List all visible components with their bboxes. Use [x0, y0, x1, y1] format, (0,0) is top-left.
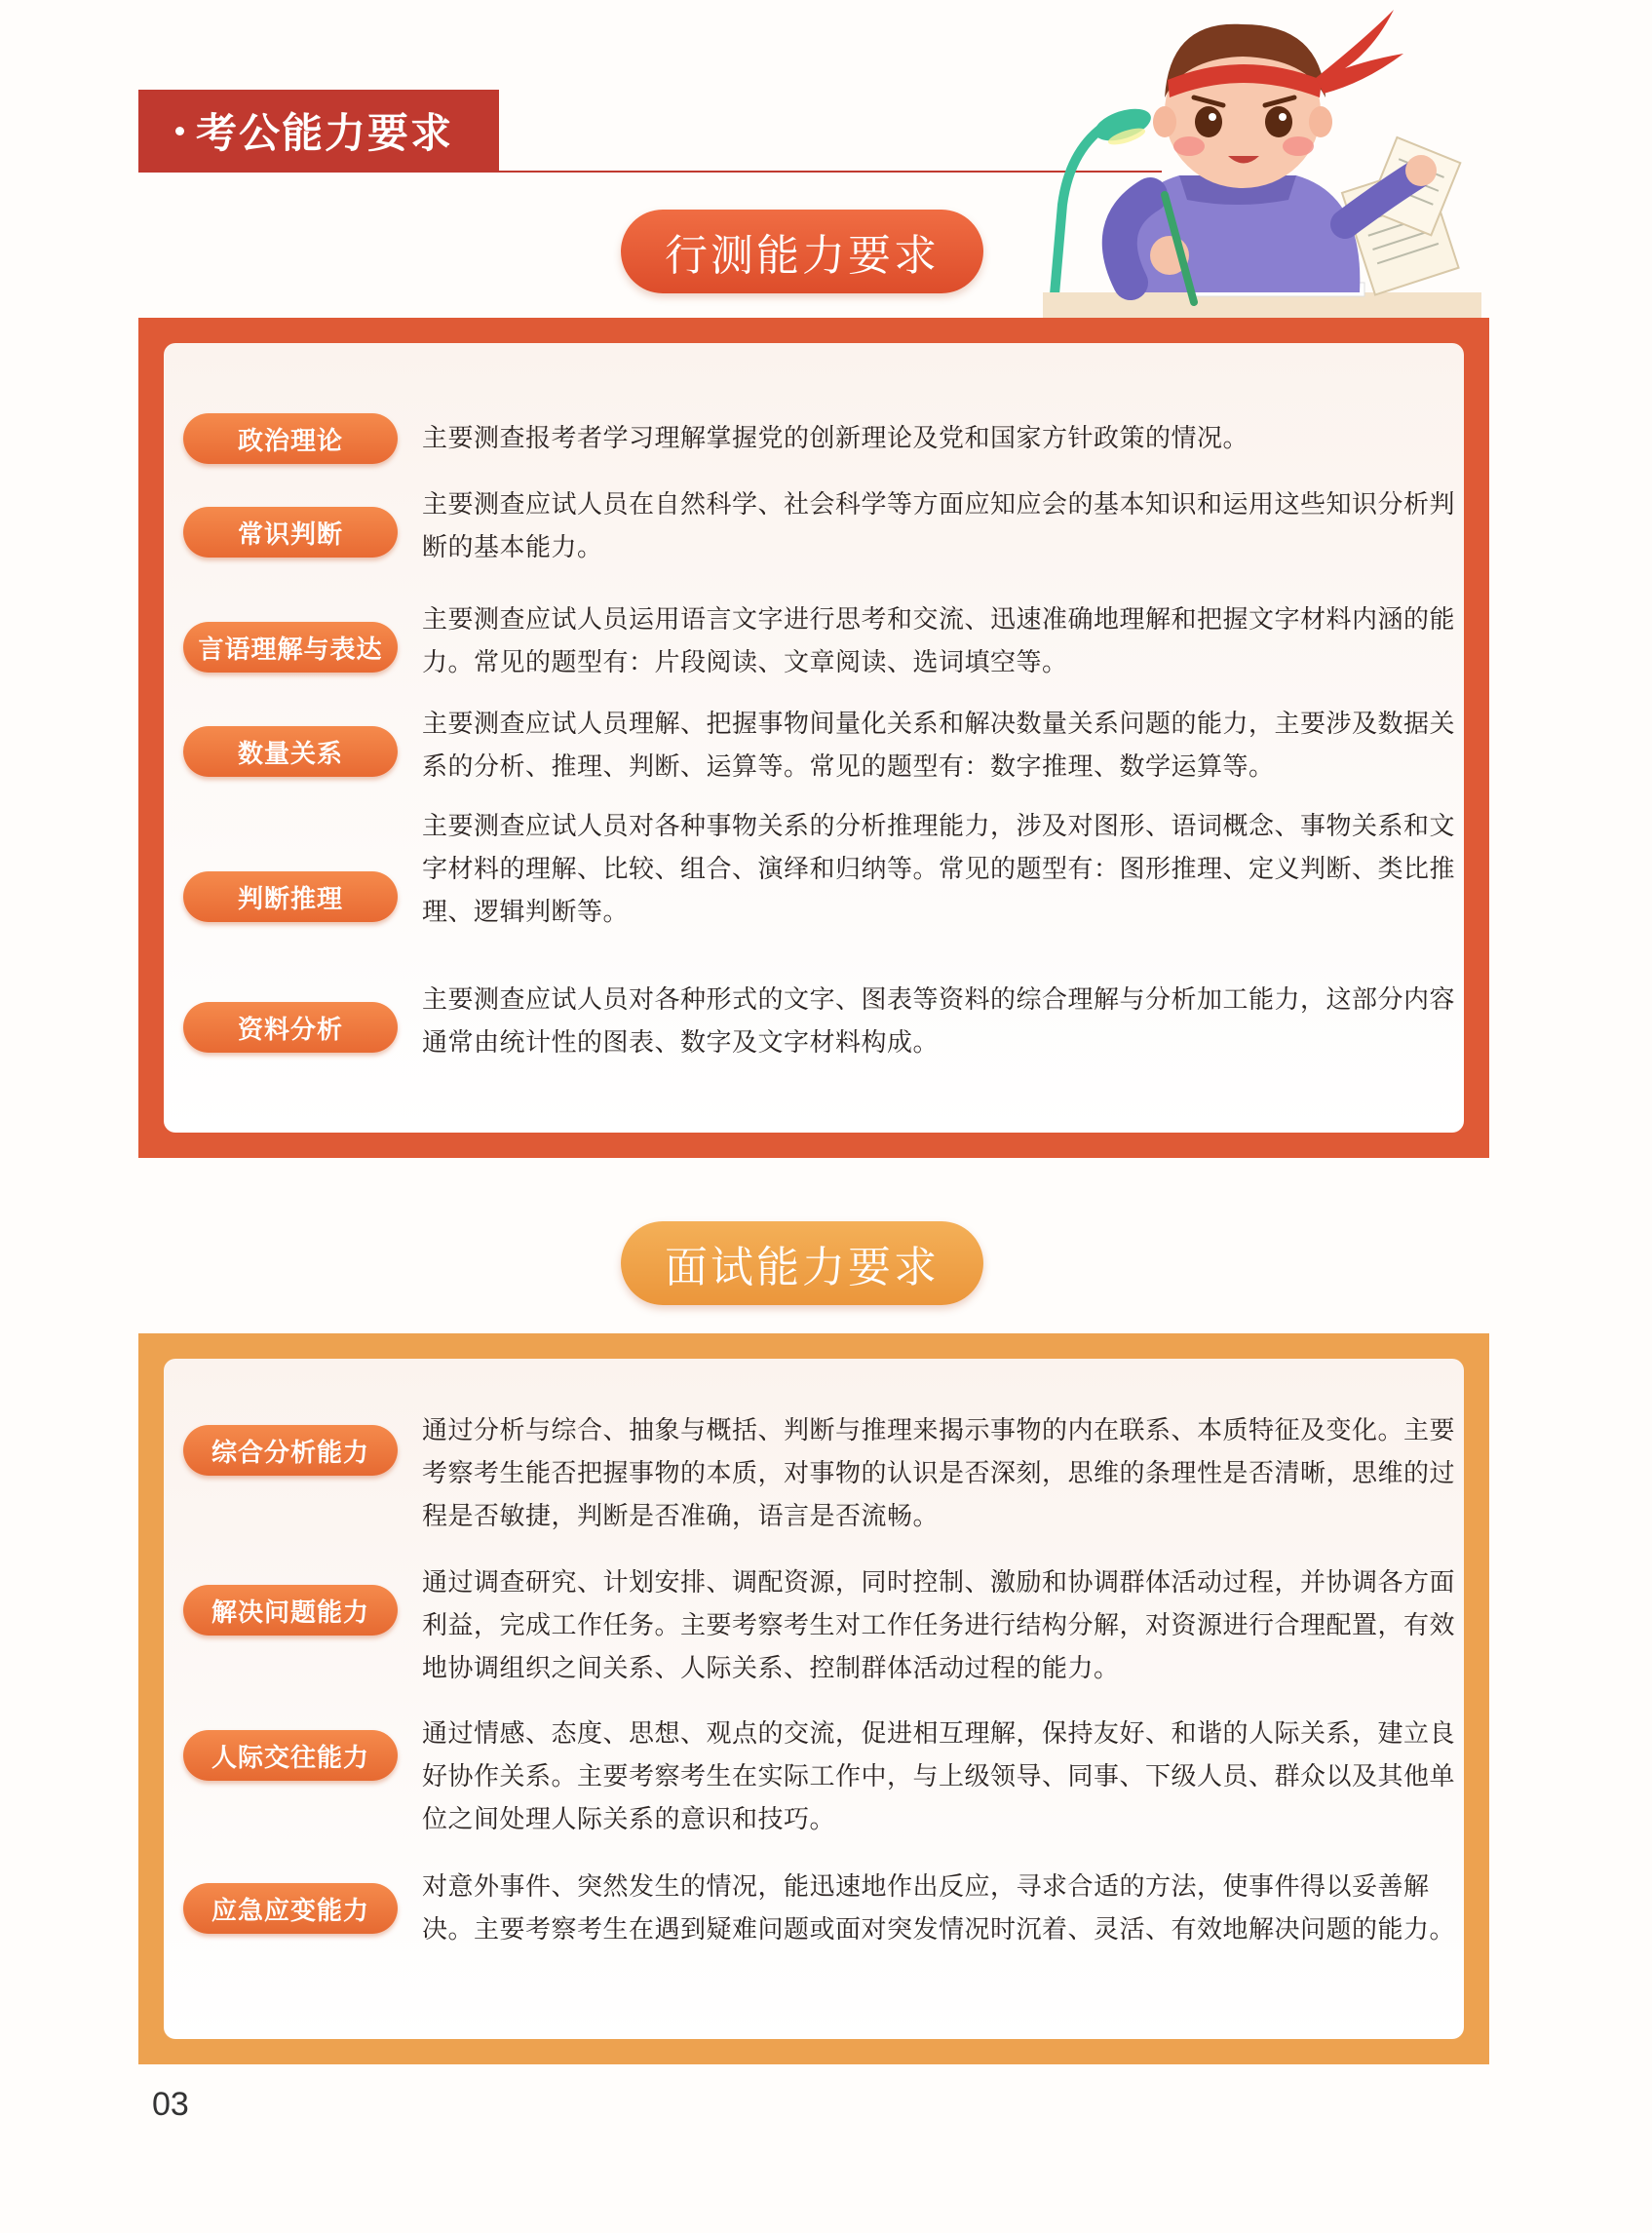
category-description: 主要测查应试人员理解、把握事物间量化关系和解决数量关系问题的能力，主要涉及数据关系的分析、推理、判断、运算等。常见的题型有：数字推理、数学运算等。 — [422, 710, 1456, 782]
category-description: 对意外事件、突然发生的情况，能迅速地作出反应，寻求合适的方法，使事件得以妥善解决。主要考察考生在遇到疑难问题或面对突发情况时沉着、灵活、有效地解决问题的能力。 — [422, 1872, 1456, 1944]
category-tag: 判断推理 — [183, 871, 398, 922]
written-test-card — [138, 318, 1489, 1158]
category-tag: 应急应变能力 — [183, 1883, 398, 1934]
category-tag: 言语理解与表达 — [183, 622, 398, 673]
category-description: 主要测查应试人员对各种事物关系的分析推理能力，涉及对图形、语词概念、事物关系和文字材料的理解、比较、组合、演绎和归纳等。常见的题型有：图形推理、定义判断、类比推理、逻辑判断等。 — [422, 812, 1456, 927]
category-tag: 政治理论 — [183, 413, 398, 464]
bullet-dot-icon — [175, 127, 184, 135]
category-description: 通过情感、态度、思想、观点的交流，促进相互理解，保持友好、和谐的人际关系，建立良好协作关系。主要考察考生在实际工作中，与上级领导、同事、下级人员、群众以及其他单位之间处理人际关系的意识和技巧。 — [422, 1719, 1456, 1834]
interview-card-body — [164, 1359, 1464, 2039]
category-tag: 资料分析 — [183, 1002, 398, 1053]
category-description: 主要测查应试人员在自然科学、社会科学等方面应知应会的基本知识和运用这些知识分析判断的基本能力。 — [422, 490, 1456, 562]
interview-header — [621, 1221, 983, 1305]
written-test-header — [621, 210, 983, 293]
section-title: 考公能力要求 — [196, 109, 454, 157]
category-tag: 综合分析能力 — [183, 1425, 398, 1476]
section-divider — [138, 171, 1162, 173]
written-test-header-label: 行测能力要求 — [665, 231, 940, 281]
category-description: 主要测查应试人员运用语言文字进行思考和交流、迅速准确地理解和把握文字材料内涵的能力。常见的题型有：片段阅读、文章阅读、选词填空等。 — [422, 605, 1456, 677]
category-description: 通过调查研究、计划安排、调配资源，同时控制、激励和协调群体活动过程，并协调各方面利益，完成工作任务。主要考察考生对工作任务进行结构分解，对资源进行合理配置，有效地协调组织之间关系、人际关系、控制群体活动过程的能力。 — [422, 1568, 1456, 1683]
section-title-banner — [138, 90, 499, 172]
interview-header-label: 面试能力要求 — [665, 1243, 940, 1292]
student-writing-illustration — [1033, 0, 1481, 322]
category-tag: 解决问题能力 — [183, 1585, 398, 1636]
category-tag: 常识判断 — [183, 507, 398, 558]
category-description: 主要测查报考者学习理解掌握党的创新理论及党和国家方针政策的情况。 — [422, 424, 1249, 453]
page-number: 03 — [152, 2086, 189, 2123]
category-tag: 数量关系 — [183, 726, 398, 777]
category-tag: 人际交往能力 — [183, 1730, 398, 1781]
category-description: 主要测查应试人员对各种形式的文字、图表等资料的综合理解与分析加工能力，这部分内容通常由统计性的图表、数字及文字材料构成。 — [422, 985, 1456, 1058]
written-test-card-body — [164, 343, 1464, 1133]
interview-card — [138, 1333, 1489, 2064]
category-description: 通过分析与综合、抽象与概括、判断与推理来揭示事物的内在联系、本质特征及变化。主要考察考生能否把握事物的本质，对事物的认识是否深刻，思维的条理性是否清晰，思维的过程是否敏捷，判断是否准确，语言是否流畅。 — [422, 1416, 1456, 1531]
